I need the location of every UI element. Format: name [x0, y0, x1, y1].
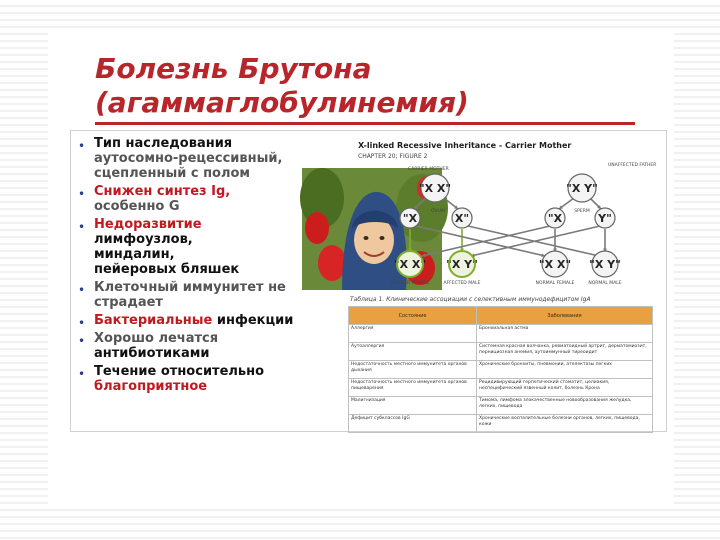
bullet-line: лимфоузлов, — [94, 232, 193, 247]
diagram-title: X-linked Recessive Inheritance - Carrier Mother — [358, 141, 572, 150]
table-cell: Малигнизация — [349, 397, 477, 415]
bullet-line-black: инфекции — [216, 313, 294, 328]
table-row — [349, 325, 653, 343]
title-line-2: (агаммаглобулинемия) — [95, 86, 469, 119]
inheritance-diagram — [350, 160, 657, 295]
bullet-line: благоприятное — [94, 379, 208, 394]
mother-node — [419, 174, 451, 202]
bullet-dot: • — [78, 334, 86, 348]
table-cell: Аллергия — [349, 325, 477, 343]
bullet-list — [78, 136, 328, 397]
mother-node-label: "X X" — [418, 182, 452, 195]
bullet-item — [78, 280, 328, 310]
diagram-arrows — [408, 198, 607, 257]
table-cell: Недостаточность местного иммунитета органов пищеварения — [349, 379, 477, 397]
bullet-item — [78, 136, 328, 181]
father-caption: UNAFFECTED FATHER — [608, 163, 657, 168]
bullet-dot: • — [78, 187, 86, 201]
table-caption: Таблица 1. Клинические ассоциации с селективным иммунодефицитом IgA — [350, 296, 591, 303]
bullet-line: особенно G — [94, 199, 180, 214]
child-normal-male-caption: NORMAL MALE — [588, 281, 622, 286]
bullet-item — [78, 364, 328, 394]
father-node-label: "X Y" — [566, 182, 598, 195]
table-cell: Бронхиальная астма — [477, 325, 653, 343]
bullet-line: Клеточный иммунитет не — [94, 280, 286, 295]
gamete-sperm-1 — [545, 208, 565, 228]
child-normal-female-label: "X X" — [538, 258, 572, 271]
bullet-line: Хорошо лечатся — [94, 331, 219, 346]
table-cell: Хронические бронхиты, пневмонии, ателектазы легких — [477, 361, 653, 379]
diagram-subtitle: CHAPTER 20; FIGURE 2 — [358, 153, 428, 160]
child-normal-female-caption: NORMAL FEMALE — [535, 281, 575, 286]
table-cell: Дефицит субклассов IgG — [349, 415, 477, 433]
arrow-cross1 — [416, 226, 545, 256]
bullet-dot: • — [78, 283, 86, 297]
gamete-sperm-1-label: "X — [547, 212, 563, 225]
bullet-line: Снижен синтез Ig, — [94, 184, 231, 199]
gamete-ovum-1 — [400, 208, 420, 228]
gamete-sperm-2-label: Y" — [598, 212, 612, 225]
bullet-line: Течение относительно — [94, 364, 265, 379]
bullet-line: Тип наследования — [94, 136, 233, 151]
bullet-item — [78, 313, 328, 328]
bullet-line: страдает — [94, 295, 163, 310]
table-cell: Рецидивирующий герпетический стоматит, целиакия, неспецифический язвенный колит, болезнь Крона — [477, 379, 653, 397]
gamete-ovum-2 — [452, 208, 472, 228]
child-normal-male — [588, 251, 621, 286]
bullet-dot: • — [78, 139, 86, 153]
associations-table — [348, 306, 653, 433]
ovum-label: OVUM — [431, 209, 445, 214]
table-row — [349, 415, 653, 433]
table-cell: Тимома, лимфома злокачественные новообразования желудка, легких, пищевода — [477, 397, 653, 415]
table-row — [349, 343, 653, 361]
bullet-line: миндалин, — [94, 247, 175, 262]
bullet-item — [78, 184, 328, 214]
mother-caption: CARRIER MOTHER — [408, 167, 449, 172]
bullet-line — [94, 313, 328, 328]
gamete-ovum-1-label: "X — [402, 212, 418, 225]
table-header-condition: Состояние — [349, 307, 477, 325]
diagram-nodes — [391, 162, 657, 286]
table-row — [349, 397, 653, 415]
bullet-dot: • — [78, 367, 86, 381]
bullet-dot: • — [78, 316, 86, 330]
bullet-item — [78, 331, 328, 361]
sperm-label: SPERM — [574, 209, 590, 214]
bullet-line: аутосомно-рецессивный, — [94, 151, 283, 166]
bullet-line: сцепленный с полом — [94, 166, 251, 181]
table-cell: Аутоаллергия — [349, 343, 477, 361]
child-carrier-female-caption: CARRIER FEMALE — [390, 281, 430, 286]
bullet-dot: • — [78, 220, 86, 234]
bullet-line: антибиотиками — [94, 346, 210, 361]
father-node — [566, 174, 598, 202]
title-line-1: Болезнь Брутона — [95, 52, 372, 85]
child-normal-male-label: "X Y" — [589, 258, 621, 271]
table-cell: Системная красная волчанка, ревматоидный артрит, дерматомиозит, пернициозная анемия, аутоиммунный тиреоидит — [477, 343, 653, 361]
table-row — [349, 361, 653, 379]
bullet-item — [78, 217, 328, 277]
bullet-line-red: Бактериальные — [94, 313, 213, 328]
bullet-line: пейеровых бляшек — [94, 262, 240, 277]
table-header-diseases: Заболевания — [477, 307, 653, 325]
child-affected-male-label: "X Y" — [446, 258, 478, 271]
table-row — [349, 379, 653, 397]
child-affected-male-caption: AFFECTED MALE — [443, 281, 481, 286]
bullet-line: Недоразвитие — [94, 217, 202, 232]
slide-title — [95, 52, 655, 120]
gamete-ovum-2-label: X" — [454, 212, 470, 225]
table-cell: Хронические воспалительные болезни органов, легких, пищевода, кожи — [477, 415, 653, 433]
child-carrier-female-label: "X X" — [393, 258, 427, 271]
table-cell: Недостаточность местного иммунитета органов дыхания — [349, 361, 477, 379]
title-rule — [95, 122, 635, 125]
gamete-sperm-2 — [595, 208, 615, 228]
